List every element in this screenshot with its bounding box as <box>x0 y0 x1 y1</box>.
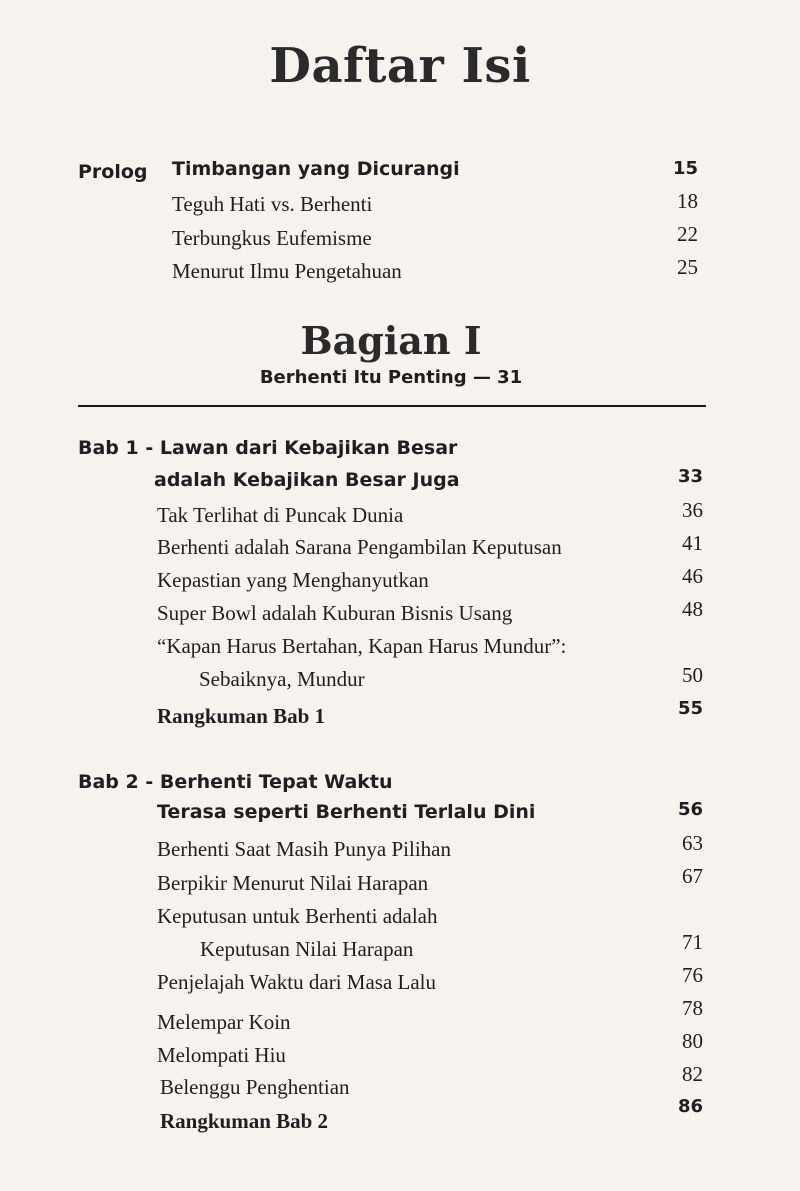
chapter2-heading-page: 56 <box>677 799 703 820</box>
toc-entry-page: 18 <box>677 189 698 213</box>
toc-entry: “Kapan Harus Bertahan, Kapan Harus Mundur”: <box>157 634 567 658</box>
chapter1-heading-line2: adalah Kebajikan Besar Juga <box>154 469 460 491</box>
chapter1-heading-page: 33 <box>677 466 703 487</box>
toc-entry: Tak Terlihat di Puncak Dunia <box>157 503 404 527</box>
part-title: Bagian I <box>300 318 482 363</box>
prolog-heading: Timbangan yang Dicurangi <box>172 158 460 180</box>
toc-entry: Sebaiknya, Mundur <box>199 667 365 691</box>
divider-rule <box>78 405 706 407</box>
toc-entry: Melempar Koin <box>157 1010 291 1034</box>
chapter1-summary-page: 55 <box>677 698 703 719</box>
toc-entry-page: 36 <box>682 498 703 522</box>
toc-entry-page: 80 <box>682 1029 703 1053</box>
toc-entry: Keputusan untuk Berhenti adalah <box>157 904 438 928</box>
toc-entry-page: 22 <box>677 222 698 246</box>
prolog-label: Prolog <box>78 161 148 183</box>
toc-entry-page: 41 <box>682 531 703 555</box>
part-subtitle: Berhenti Itu Penting — 31 <box>259 367 523 388</box>
toc-entry: Keputusan Nilai Harapan <box>200 937 414 961</box>
chapter2-summary: Rangkuman Bab 2 <box>160 1109 329 1133</box>
toc-entry: Berhenti Saat Masih Punya Pilihan <box>157 837 451 861</box>
toc-entry: Berpikir Menurut Nilai Harapan <box>157 871 429 895</box>
toc-entry: Kepastian yang Menghanyutkan <box>157 568 429 592</box>
prolog-heading-page: 15 <box>672 158 698 179</box>
toc-entry-page: 25 <box>677 255 698 279</box>
toc-entry-page: 71 <box>682 930 703 954</box>
toc-entry: Super Bowl adalah Kuburan Bisnis Usang <box>157 601 513 625</box>
toc-entry-page: 67 <box>682 864 703 888</box>
toc-entry: Teguh Hati vs. Berhenti <box>172 192 373 216</box>
toc-entry: Berhenti adalah Sarana Pengambilan Keputusan <box>157 535 562 559</box>
toc-entry: Penjelajah Waktu dari Masa Lalu <box>157 970 436 994</box>
toc-entry: Melompati Hiu <box>157 1043 286 1067</box>
chapter1-heading-line1: Bab 1 - Lawan dari Kebajikan Besar <box>78 437 458 459</box>
chapter1-summary: Rangkuman Bab 1 <box>157 704 326 728</box>
toc-entry-page: 78 <box>682 996 703 1020</box>
chapter2-heading-line1: Bab 2 - Berhenti Tepat Waktu <box>78 771 393 793</box>
toc-entry-page: 46 <box>682 564 703 588</box>
toc-entry: Belenggu Penghentian <box>160 1075 350 1099</box>
toc-entry-page: 63 <box>682 831 703 855</box>
toc-entry-page: 48 <box>682 597 703 621</box>
chapter2-heading-line2: Terasa seperti Berhenti Terlalu Dini <box>157 801 536 823</box>
toc-entry-page: 76 <box>682 963 703 987</box>
page-title: Daftar Isi <box>269 38 531 94</box>
toc-entry: Terbungkus Eufemisme <box>172 226 372 250</box>
toc-entry-page: 50 <box>682 663 703 687</box>
toc-entry-page: 82 <box>682 1062 703 1086</box>
chapter2-summary-page: 86 <box>677 1096 703 1117</box>
toc-entry: Menurut Ilmu Pengetahuan <box>172 259 402 283</box>
